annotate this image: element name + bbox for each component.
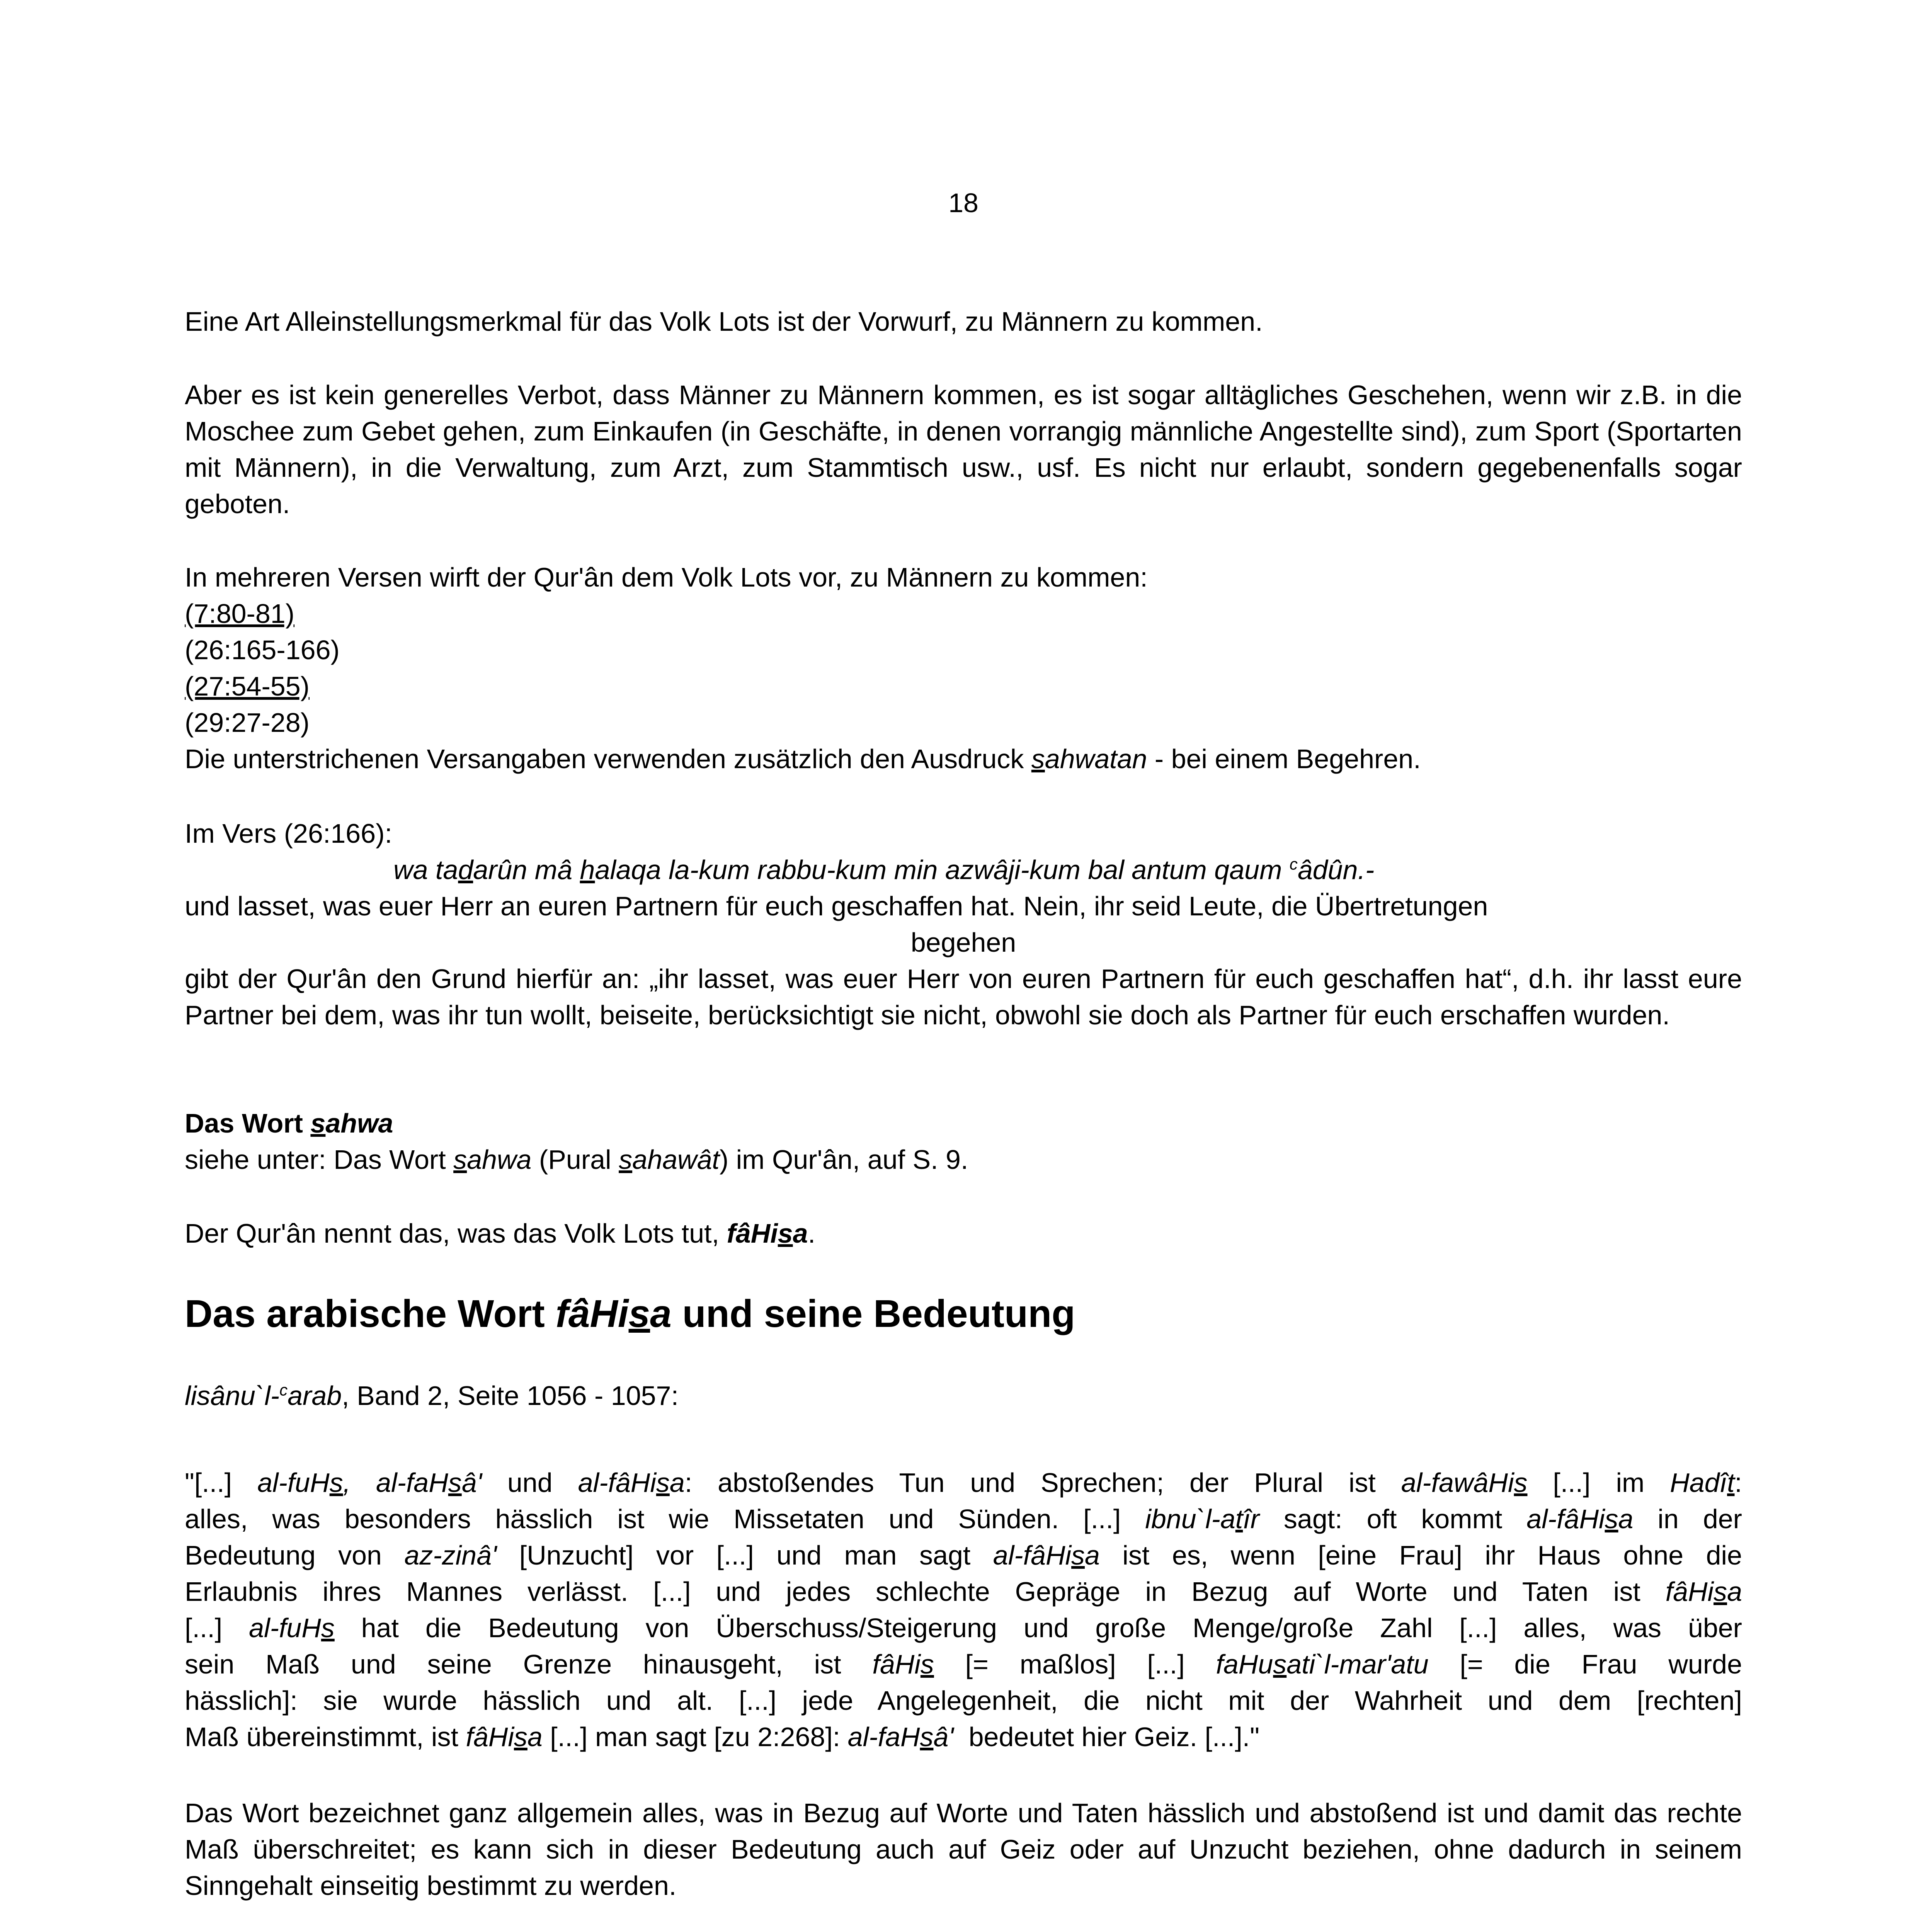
lisan-reference: lisânu`l-$^c$arab, Band 2, Seite 1056 - 1057: xyxy=(185,1381,679,1411)
quote-line-3: Bedeutung von az-zinâ' [Unzucht] vor [...] und man sagt al-fâHisa ist es, wenn [eine Frau] ihr Haus ohne die xyxy=(185,1540,1742,1570)
verses-section xyxy=(185,559,1742,777)
verse-ref-3: (27:54-55) xyxy=(185,671,310,701)
verse-ref-4: (29:27-28) xyxy=(185,707,310,738)
translation-line-2: begehen xyxy=(910,927,1016,957)
quote-line-7: hässlich]: sie wurde hässlich und alt. [...] jede Angelegenheit, die nicht mit der Wahrheit und dem [rechten] xyxy=(185,1685,1742,1716)
translation-line-1: und lasset, was euer Herr an euren Partnern für euch geschaffen hat. Nein, ihr seid Leute, die Übertretungen xyxy=(185,891,1488,921)
quote-line-5: [...] al-fuHs hat die Bedeutung von Überschuss/Steigerung und große Menge/große Zahl [...] alles, was über xyxy=(185,1613,1742,1643)
fahisa-line: Der Qur'ân nennt das, was das Volk Lots tut, fâHisa. xyxy=(185,1218,816,1248)
explanation: gibt der Qur'ân den Grund hierfür an: „ihr lasset, was euer Herr von euren Partnern für euch geschaffen hat“, d.h. ihr lasst eure Partner bei dem, was ihr tun wollt, beiseite, berücksichtigt sie nicht, obwohl sie doch als Partner für euch erschaffen wurden. xyxy=(185,964,1742,1030)
paragraph-not-forbidden: Aber es ist kein generelles Verbot, dass Männer zu Männern kommen, es ist sogar alltägliches Geschehen, wenn wir z.B. in die Moschee zum Gebet gehen, zum Einkaufen (in Geschäfte, in denen vorrangig männliche Angestellte sind), zum Sport (Sportarten mit Männern), in die Verwaltung, zum Arzt, zum Stammtisch usw., usf. Es nicht nur erlaubt, sondern gegebenenfalls sogar geboten. xyxy=(185,380,1742,519)
intro-paragraph: Eine Art Alleinstellungsmerkmal für das Volk Lots ist der Vorwurf, zu Männern zu kommen. xyxy=(185,306,1263,337)
quote-line-2: alles, was besonders hässlich ist wie Missetaten und Sünden. [...] ibnu`l-atîr sagt: oft kommt al-fâHisa in der xyxy=(185,1504,1742,1534)
quote-line-1: "[...] al-fuHs, al-faHsâ' und al-fâHisa: abstoßendes Tun und Sprechen; der Plural ist al-fawâHis [...] im Hadît: xyxy=(185,1468,1742,1498)
lisan-quote xyxy=(185,1464,1742,1755)
page-number: 18 xyxy=(948,188,978,218)
verse-26-166-section xyxy=(185,815,1742,1033)
quote-line-8: Maß übereinstimmt, ist fâHisa [...] man sagt [zu 2:268]: al-faHsâ' bedeutet hier Geiz. [...]." xyxy=(185,1722,1260,1752)
quote-line-4: Erlaubnis ihres Mannes verlässt. [...] und jedes schlechte Gepräge in Bezug auf Worte und Taten ist fâHisa xyxy=(185,1577,1742,1607)
vers-label: Im Vers (26:166): xyxy=(185,818,392,849)
verse-ref-1: (7:80-81) xyxy=(185,599,295,629)
quote-line-6: sein Maß und seine Grenze hinausgeht, ist fâHis [= maßlos] [...] faHusati`l-mar'atu [= die Frau wurde xyxy=(185,1649,1742,1679)
heading-fahisa-meaning: Das arabische Wort fâHisa und seine Bedeutung xyxy=(185,1292,1075,1335)
wort-sahwa-section xyxy=(185,1105,1742,1178)
verses-intro: In mehreren Versen wirft der Qur'ân dem Volk Lots vor, zu Männern zu kommen: xyxy=(185,562,1148,592)
arabic-transliteration: wa tadarûn mâ halaqa la-kum rabbu-kum min azwâji-kum bal antum qaum $^c$âdûn.- xyxy=(393,855,1375,885)
paragraph-word-meaning: Das Wort bezeichnet ganz allgemein alles, was in Bezug auf Worte und Taten hässlich und abstoßend ist und damit das rechte Maß überschreitet; es kann sich in dieser Bedeutung auch auf Geiz oder auf Unzucht beziehen, ohne dadurch in seinem Sinngehalt einseitig bestimmt zu werden. xyxy=(185,1798,1742,1901)
siehe-reference: siehe unter: Das Wort sahwa (Pural sahawât) im Qur'ân, auf S. 9. xyxy=(185,1145,968,1175)
verse-ref-2: (26:165-166) xyxy=(185,635,340,665)
wort-sahwa-heading: Das Wort sahwa xyxy=(185,1108,393,1138)
verses-note: Die unterstrichenen Versangaben verwenden zusätzlich den Ausdruck sahwatan - bei einem Begehren. xyxy=(185,744,1421,774)
